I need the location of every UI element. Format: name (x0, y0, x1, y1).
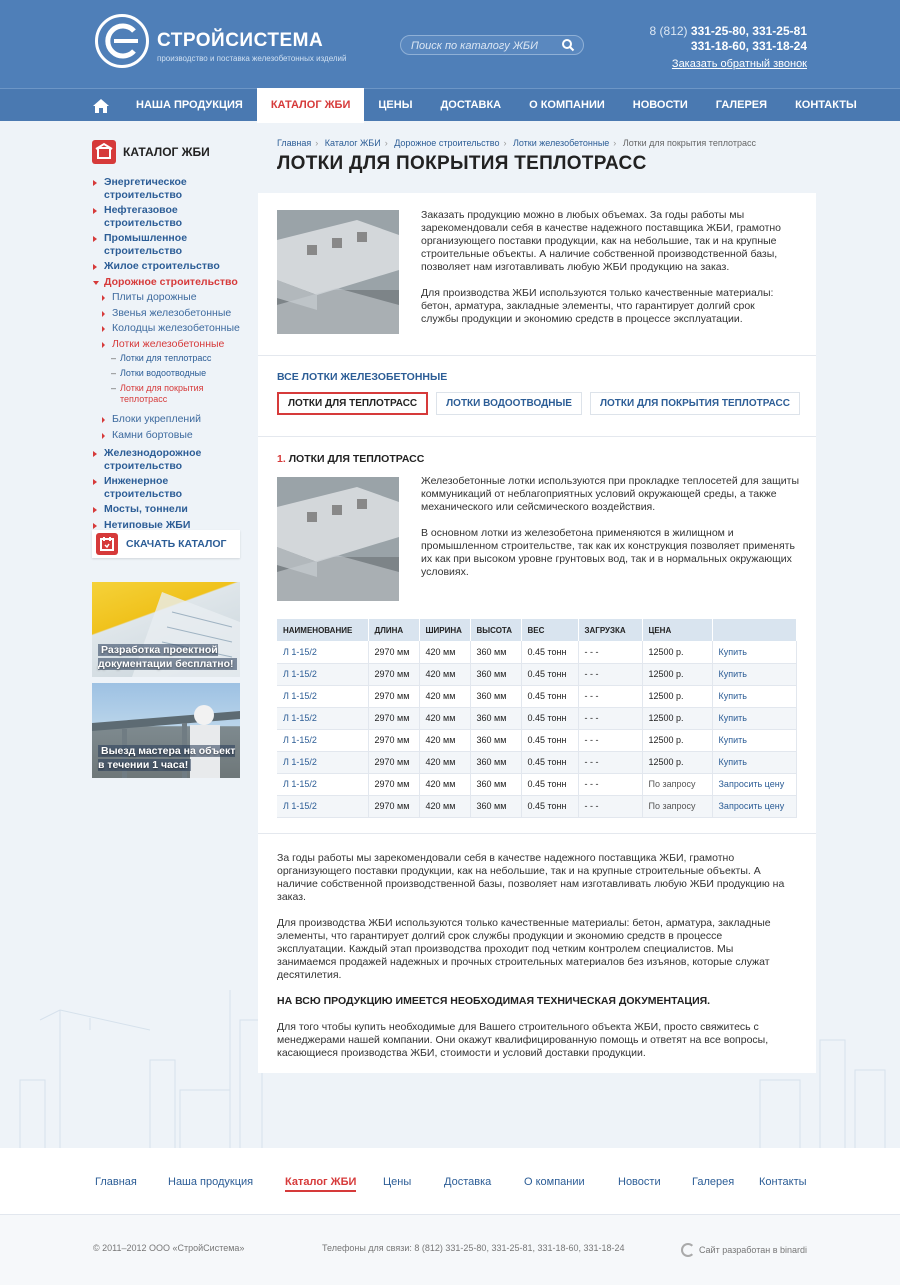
bottom-text (277, 852, 792, 1073)
all-trays-heading: ВСЕ ЛОТКИ ЖЕЛЕЗОБЕТОННЫЕ (277, 371, 448, 383)
phone-line-1: 331-25-80, 331-25-81 (690, 24, 807, 38)
promo-visit-banner[interactable] (92, 683, 240, 778)
table-row (277, 795, 797, 817)
cell-weight: 0.45 тонн (521, 751, 578, 773)
cell-height: 360 мм (470, 707, 521, 729)
nav-products[interactable]: НАША ПРОДУКЦИЯ (136, 99, 243, 111)
cell-length: 2970 мм (368, 663, 419, 685)
cell-price: 12500 р. (642, 707, 712, 729)
cell-load: - - - (578, 795, 642, 817)
sidebar-item[interactable]: Жилое строительство (92, 260, 242, 273)
cell-weight: 0.45 тонн (521, 729, 578, 751)
phone-code: 8 (812) (649, 24, 688, 38)
footer-link-news[interactable]: Новости (618, 1176, 661, 1188)
divider (258, 355, 816, 356)
col-header: ВЕС (521, 619, 578, 641)
breadcrumb-link[interactable]: Каталог ЖБИ (324, 138, 381, 148)
callback-link[interactable]: Заказать обратный звонок (671, 58, 807, 70)
search-input[interactable] (411, 38, 561, 53)
tab-heat-trays[interactable]: ЛОТКИ ДЛЯ ТЕПЛОТРАСС (277, 392, 428, 415)
cell-load: - - - (578, 641, 642, 663)
col-header: ДЛИНА (368, 619, 419, 641)
cell-width: 420 мм (419, 641, 470, 663)
nav-gallery[interactable]: ГАЛЕРЕЯ (715, 99, 768, 111)
cell-load: - - - (578, 751, 642, 773)
cell-width: 420 мм (419, 795, 470, 817)
cell-load: - - - (578, 685, 642, 707)
footer-link-prices[interactable]: Цены (383, 1176, 412, 1188)
sidebar-item[interactable]: Промышленное строительство (92, 232, 242, 257)
section-text (421, 475, 801, 592)
sidebar-subitem[interactable]: Камни бортовые (92, 429, 242, 442)
cell-length: 2970 мм (368, 795, 419, 817)
phone-line-2: 331-18-60, 331-18-24 (690, 39, 807, 53)
cell-length: 2970 мм (368, 707, 419, 729)
search-icon[interactable] (561, 38, 575, 52)
section-paragraph: В основном лотки из железобетона применяются в жилищном и промышленном строительстве, так как их конструкция позволяет применять их как при высоком уровне грунтовых вод, так и в нормальных окружающих условиях. (421, 527, 795, 578)
cell-price: 12500 р. (642, 685, 712, 707)
sidebar-subitem[interactable]: Колодцы железобетонные (92, 322, 242, 335)
request-price-link[interactable]: Запросить цену (712, 795, 797, 817)
nav-about[interactable]: О КОМПАНИИ (529, 99, 605, 111)
table-row (277, 751, 797, 773)
breadcrumb-link[interactable]: Главная (277, 138, 312, 148)
cell-weight: 0.45 тонн (521, 663, 578, 685)
cell-height: 360 мм (470, 641, 521, 663)
footer-link-catalog[interactable]: Каталог ЖБИ (285, 1176, 357, 1188)
table-row (277, 707, 797, 729)
catalog-list (92, 176, 242, 531)
cell-length: 2970 мм (368, 773, 419, 795)
cell-weight: 0.45 тонн (521, 685, 578, 707)
bottom-paragraph: За годы работы мы зарекомендовали себя в качестве надежного поставщика ЖБИ, грамотно организующего поставки продукции, как на небольшие, так и на крупные строительные объекты. А наличие собственной производственной базы, позволяет нам изготавливать любую ЖБИ продукцию на заказ. (277, 852, 785, 903)
buy-link[interactable]: Купить (712, 685, 797, 707)
table-row (277, 773, 797, 795)
footer-link-contacts[interactable]: Контакты (759, 1176, 807, 1188)
table-row (277, 641, 797, 663)
cell-height: 360 мм (470, 729, 521, 751)
sidebar-item[interactable]: Инженерное строительство (92, 475, 242, 500)
catalog-sidebar (92, 138, 242, 534)
footer-nav (0, 1148, 900, 1214)
header-phones (650, 24, 807, 72)
promo-visit-text: Выезд мастера на объект в течении 1 часа! (98, 745, 236, 771)
sidebar-subsubitem[interactable]: – Лотки водоотводные (92, 368, 242, 379)
cell-length: 2970 мм (368, 729, 419, 751)
request-price-link[interactable]: Запросить цену (712, 773, 797, 795)
sidebar-item[interactable]: Нетиповые ЖБИ (92, 519, 242, 532)
cell-width: 420 мм (419, 773, 470, 795)
buy-link[interactable]: Купить (712, 751, 797, 773)
section-title-text: ЛОТКИ ДЛЯ ТЕПЛОТРАСС (288, 453, 425, 465)
breadcrumb-link[interactable]: Дорожное строительство (394, 138, 500, 148)
cell-weight: 0.45 тонн (521, 773, 578, 795)
logo-mark (95, 14, 149, 68)
cell-price: 12500 р. (642, 751, 712, 773)
cell-price: 12500 р. (642, 641, 712, 663)
copyright: © 2011–2012 ООО «СтройСистема» (93, 1243, 245, 1253)
cell-name[interactable]: Л 1-15/2 (277, 751, 368, 773)
docs-notice: НА ВСЮ ПРОДУКЦИЮ ИМЕЕТСЯ НЕОБХОДИМАЯ ТЕХНИЧЕСКАЯ ДОКУМЕНТАЦИЯ. (277, 995, 711, 1007)
sidebar-item-open[interactable]: Дорожное строительство (92, 276, 242, 289)
bottom-paragraph: Для производства ЖБИ используются только качественные материалы: бетон, арматура, закладные элементы, что гарантирует долгий срок службы продукции и экономию средств в процессе эксплуатации. Каждый этап производства проходит под четким контролем специалистов. Мы занимаемся продажей надежных и прочных строительных материалов без изъянов, которые служат десятилетия. (277, 917, 771, 981)
cell-price: По запросу (642, 773, 712, 795)
sidebar-item[interactable]: Мосты, тоннели (92, 503, 242, 516)
home-icon[interactable] (86, 89, 116, 122)
cell-height: 360 мм (470, 751, 521, 773)
cell-width: 420 мм (419, 663, 470, 685)
catalog-title-text: КАТАЛОГ ЖБИ (123, 145, 210, 159)
footer-link-delivery[interactable]: Доставка (444, 1176, 492, 1188)
cell-width: 420 мм (419, 707, 470, 729)
logo-name: СТРОЙСИСТЕМА (157, 30, 324, 51)
cell-name[interactable]: Л 1-15/2 (277, 773, 368, 795)
footer-bottom (0, 1214, 900, 1285)
buy-link[interactable]: Купить (712, 663, 797, 685)
footer-link-about[interactable]: О компании (524, 1176, 585, 1188)
site-header (0, 0, 900, 88)
cell-load: - - - (578, 707, 642, 729)
promo-design-banner[interactable] (92, 582, 240, 677)
cell-width: 420 мм (419, 751, 470, 773)
page-title: ЛОТКИ ДЛЯ ПОКРЫТИЯ ТЕПЛОТРАСС (277, 153, 647, 174)
nav-contacts[interactable]: КОНТАКТЫ (795, 99, 857, 111)
breadcrumb-link[interactable]: Лотки железобетонные (512, 138, 610, 148)
nav-news[interactable]: НОВОСТИ (632, 99, 688, 111)
section-photo[interactable] (277, 477, 399, 601)
cell-width: 420 мм (419, 729, 470, 751)
divider (258, 833, 816, 834)
table-row (277, 685, 797, 707)
sidebar-item[interactable]: Нефтегазовое строительство (92, 204, 242, 229)
divider (258, 436, 816, 437)
cell-height: 360 мм (470, 663, 521, 685)
sidebar-subsubitem[interactable]: – Лотки для теплотрасс (92, 353, 242, 364)
col-header (712, 619, 797, 641)
cell-load: - - - (578, 729, 642, 751)
nav-prices[interactable]: ЦЕНЫ (378, 99, 413, 111)
sidebar-subsubitem-active[interactable]: – Лотки для покрытия теплотрасс (92, 383, 242, 405)
sidebar-subitem[interactable]: Блоки укреплений (92, 413, 242, 426)
bottom-paragraph: Для того чтобы купить необходимые для Вашего строительного объекта ЖБИ, просто свяжитесь с менеджерами нашей компании. Они окажут квалифицированную помощь и ответят на все вопросы, касающиеся производства ЖБИ, стоимости и условий доставки продукции. (277, 1021, 769, 1059)
cell-weight: 0.45 тонн (521, 795, 578, 817)
nav-catalog[interactable]: КАТАЛОГ ЖБИ (257, 88, 365, 123)
sidebar-subitem[interactable]: Плиты дорожные (92, 291, 242, 304)
cell-name[interactable]: Л 1-15/2 (277, 795, 368, 817)
footer-link-products[interactable]: Наша продукция (168, 1176, 254, 1188)
footer-phones: Телефоны для связи: 8 (812) 331-25-80, 331-25-81, 331-18-60, 331-18-24 (322, 1243, 625, 1253)
col-header: ЗАГРУЗКА (578, 619, 642, 641)
logo[interactable] (95, 14, 345, 70)
footer-link-home[interactable]: Главная (95, 1176, 137, 1188)
breadcrumb: Главная › Каталог ЖБИ › Дорожное строительство › Лотки железобетонные › Лотки для покрытия теплотрасс (277, 138, 756, 148)
breadcrumb-current: Лотки для покрытия теплотрасс (622, 138, 756, 148)
cell-name[interactable]: Л 1-15/2 (277, 685, 368, 707)
buy-link[interactable]: Купить (712, 641, 797, 663)
cell-price: 12500 р. (642, 663, 712, 685)
cell-height: 360 мм (470, 685, 521, 707)
cell-weight: 0.45 тонн (521, 641, 578, 663)
logo-tagline: производство и поставка железобетонных изделий (157, 54, 347, 63)
table-row (277, 729, 797, 751)
buy-link[interactable]: Купить (712, 707, 797, 729)
table-row (277, 663, 797, 685)
cell-length: 2970 мм (368, 641, 419, 663)
download-icon (96, 533, 118, 555)
catalog-title (92, 138, 242, 166)
cell-price: 12500 р. (642, 729, 712, 751)
intro-text (421, 209, 791, 339)
promo-design-text: Разработка проектной документации бесплатно! (98, 643, 240, 671)
main-nav (0, 88, 900, 121)
sidebar-item[interactable]: Энергетическое строительство (92, 176, 242, 201)
cell-name[interactable]: Л 1-15/2 (277, 729, 368, 751)
search-box (400, 35, 584, 55)
section-number: 1. (277, 453, 286, 465)
cell-name[interactable]: Л 1-15/2 (277, 641, 368, 663)
col-header: НАИМЕНОВАНИЕ (277, 619, 368, 641)
product-tabs (277, 392, 808, 415)
col-header: ШИРИНА (419, 619, 470, 641)
developer-logo-icon (681, 1243, 695, 1257)
developer-credit[interactable] (681, 1243, 807, 1257)
cell-load: - - - (578, 663, 642, 685)
product-photo[interactable] (277, 210, 399, 334)
section-paragraph: Железобетонные лотки используются при прокладке теплосетей для защиты коммуникаций от неблагоприятных условий окружающей среды, а также механического или сейсмического воздействия. (421, 475, 799, 513)
buy-link[interactable]: Купить (712, 729, 797, 751)
tab-cover-trays[interactable]: ЛОТКИ ДЛЯ ПОКРЫТИЯ ТЕПЛОТРАСС (590, 392, 800, 415)
cell-height: 360 мм (470, 795, 521, 817)
footer-link-gallery[interactable]: Галерея (692, 1176, 735, 1188)
cell-load: - - - (578, 773, 642, 795)
tab-drain-trays[interactable]: ЛОТКИ ВОДООТВОДНЫЕ (436, 392, 582, 415)
sidebar-subitem-open[interactable]: Лотки железобетонные (92, 338, 242, 351)
cell-name[interactable]: Л 1-15/2 (277, 707, 368, 729)
cell-length: 2970 мм (368, 685, 419, 707)
intro-paragraph: Заказать продукцию можно в любых объемах. За годы работы мы зарекомендовали себя в качестве надежного поставщика ЖБИ, грамотно организующего поставки продукции, как на небольшие, так и на крупные строительные объекты. А наличие собственной производственной базы, позволяет нам изготавливать любую ЖБИ продукцию на заказ. (421, 209, 782, 273)
cell-price: По запросу (642, 795, 712, 817)
col-header: ВЫСОТА (470, 619, 521, 641)
nav-delivery[interactable]: ДОСТАВКА (440, 99, 502, 111)
cell-weight: 0.45 тонн (521, 707, 578, 729)
download-catalog-button[interactable] (92, 530, 240, 558)
sidebar-item[interactable]: Железнодорожное строительство (92, 447, 242, 472)
cell-width: 420 мм (419, 685, 470, 707)
catalog-icon (92, 140, 116, 164)
cell-name[interactable]: Л 1-15/2 (277, 663, 368, 685)
cell-height: 360 мм (470, 773, 521, 795)
sidebar-subitem[interactable]: Звенья железобетонные (92, 307, 242, 320)
download-label: СКАЧАТЬ КАТАЛОГ (126, 538, 227, 550)
products-table (277, 619, 797, 818)
cell-length: 2970 мм (368, 751, 419, 773)
developer-text: Сайт разработан в binardi (698, 1245, 807, 1255)
col-header: ЦЕНА (642, 619, 712, 641)
section-title (277, 453, 424, 465)
content-panel (258, 193, 816, 1073)
intro-paragraph: Для производства ЖБИ используются только качественные материалы: бетон, арматура, закладные элементы, что гарантирует долгий срок службы продукции и экономию средств в процессе эксплуатации. (421, 287, 774, 325)
